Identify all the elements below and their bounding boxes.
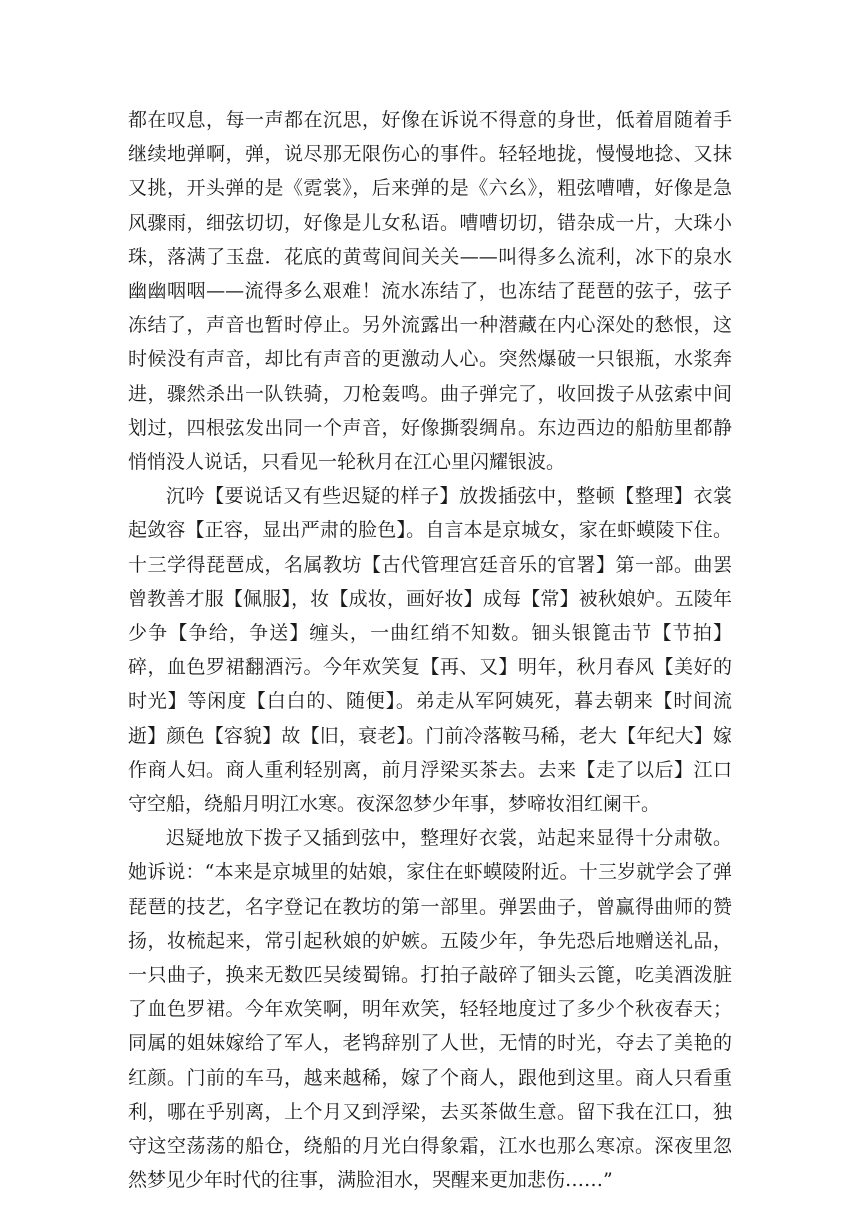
paragraph-translation-music: 都在叹息，每一声都在沉思，好像在诉说不得意的身世，低着眉随着手继续地弹啊，弹，说尽那无限伤心的事件。轻轻地拢，慢慢地捻、又抹又挑，开头弹的是《霓裳》，后来弹的是《六幺》，粗弦嘈嘈，好像是急风骤雨，细弦切切，好像是儿女私语。嘈嘈切切，错杂成一片，大珠小珠，落满了玉盘．花底的黄莺间间关关——叫得多么流利，冰下的泉水幽幽咽咽——流得多么艰难！流水冻结了，也冻结了琵琶的弦子，弦子冻结了，声音也暂时停止。另外流露出一种潜藏在内心深处的愁恨，这时候没有声音，却比有声音的更激动人心。突然爆破一只银瓶，水浆奔进，骤然杀出一队铁骑，刀枪轰鸣。曲子弹完了，收回拨子从弦索中间划过，四根弦发出同一个声音，好像撕裂绸帛。东边西边的船舫里都静悄悄没人说话，只看见一轮秋月在江心里闪耀银波。 [128, 109, 732, 474]
paragraph-translation-story: 迟疑地放下拨子又插到弦中，整理好衣裳，站起来显得十分肃敬。她诉说：“本来是京城里的姑娘，家住在虾蟆陵附近。十三岁就学会了弹琵琶的技艺，名字登记在教坊的第一部里。弹罢曲子，曾赢得曲师的赞扬，妆梳起来，常引起秋娘的妒嫉。五陵少年，争先恐后地赠送礼品，一只曲子，换来无数匹吴绫蜀锦。打拍子敲碎了钿头云篦，吃美酒泼脏了血色罗裙。今年欢笑啊，明年欢笑，轻轻地度过了多少个秋夜春天；同属的姐妹嫁给了军人，老鸨辞别了人世，无情的时光，夺去了美艳的红颜。门前的车马，越来越稀，嫁了个商人，跟他到这里。商人只看重利，哪在乎别离，上个月又到浮梁，去买茶做生意。留下我在江口，独守这空荡荡的船仓，绕船的月光白得象霜，江水也那么寒凉。深夜里忽然梦见少年时代的往事，满脸泪水，哭醒来更加悲伤……” [128, 827, 732, 1192]
document-body [128, 103, 732, 1198]
paragraph-annotated-verse: 沉吟【要说话又有些迟疑的样子】放拨插弦中，整顿【整理】衣裳起敛容【正容，显出严肃的脸色】。自言本是京城女，家在虾蟆陵下住。十三学得琵琶成，名属教坊【古代管理宫廷音乐的官署】第一部。曲罢曾教善才服【佩服】，妆【成妆，画好妆】成每【常】被秋娘妒。五陵年少争【争给，争送】缠头，一曲红绡不知数。钿头银篦击节【节拍】碎，血色罗裙翻酒污。今年欢笑复【再、又】明年，秋月春风【美好的时光】等闲度【白白的、随便】。弟走从军阿姨死，暮去朝来【时间流逝】颜色【容貌】故【旧，衰老】。门前冷落鞍马稀，老大【年纪大】嫁作商人妇。商人重利轻别离，前月浮梁买茶去。去来【走了以后】江口守空船，绕船月明江水寒。夜深忽梦少年事，梦啼妆泪红阑干。 [128, 485, 732, 816]
